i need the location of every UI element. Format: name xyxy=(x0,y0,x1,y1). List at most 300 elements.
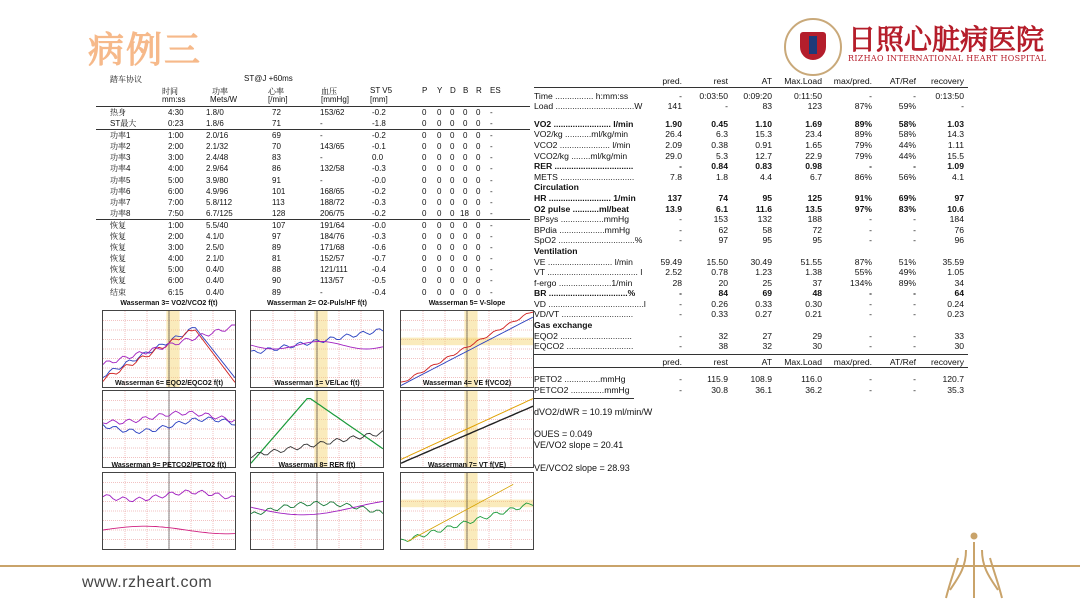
summary-row xyxy=(534,140,968,151)
summary-row xyxy=(534,225,968,236)
row-value: - xyxy=(679,90,682,101)
table-row xyxy=(96,118,530,129)
table-cell: 0 xyxy=(450,164,455,174)
table-cell: 6.7/125 xyxy=(206,208,233,218)
row-value: 25 xyxy=(762,277,772,288)
table-cell: 0 xyxy=(422,142,427,152)
table-cell: 6:00 xyxy=(168,186,184,196)
row-value: 29 xyxy=(812,330,822,341)
row-value: - xyxy=(913,288,916,299)
table-cell: - xyxy=(490,254,493,264)
col2-at: AT xyxy=(761,356,772,367)
table-cell: 0 xyxy=(422,276,427,286)
table-cell: 0 xyxy=(476,232,481,242)
table-cell: 0 xyxy=(437,142,442,152)
table-cell: 0 xyxy=(437,276,442,286)
table-cell: 1:00 xyxy=(168,131,184,141)
table-cell: -0.3 xyxy=(372,232,386,242)
table-cell: 0 xyxy=(437,208,442,218)
table-cell: 0 xyxy=(450,287,455,297)
table-cell: 0 xyxy=(476,108,481,117)
summary-row xyxy=(534,341,968,352)
table-cell: 0 xyxy=(437,153,442,163)
table-cell: 恢复 xyxy=(110,276,126,286)
row-value: 2.09 xyxy=(665,139,682,150)
table-cell: 恢复 xyxy=(110,243,126,253)
summary-row xyxy=(534,91,968,102)
row-label: BPdia ...................mmHg xyxy=(534,224,630,235)
table-cell: - xyxy=(490,142,493,152)
table-cell: 0 xyxy=(450,220,455,230)
summary-row xyxy=(534,101,968,112)
row-value: 125 xyxy=(807,192,822,203)
row-value: - xyxy=(869,374,872,385)
table-cell: -0.0 xyxy=(372,220,386,230)
row-value: 56% xyxy=(898,171,916,182)
table-cell: -0.4 xyxy=(372,265,386,275)
row-value: - xyxy=(913,330,916,341)
row-label: VD ........................................l xyxy=(534,298,646,309)
row-value: 116.0 xyxy=(801,374,822,385)
row-value: 0:03:50 xyxy=(699,90,728,101)
table-cell: 4.1/0 xyxy=(206,232,224,242)
row-value: 0.33 xyxy=(711,309,728,320)
chart-title: Wasserman 7= VT f(VE) xyxy=(427,462,507,469)
table-row xyxy=(96,264,530,275)
row-value: 0.84 xyxy=(711,161,728,172)
table-row xyxy=(96,186,530,197)
note-dvo2: dVO2/dWR = 10.19 ml/min/W xyxy=(534,406,653,417)
header-y: Y xyxy=(437,86,443,95)
row-value: 36.2 xyxy=(805,385,822,396)
table-cell: 0 xyxy=(476,175,481,185)
table-cell: 0 xyxy=(450,208,455,218)
row-value: - xyxy=(679,330,682,341)
table-cell: 0 xyxy=(463,175,468,185)
col-maxpred: max/pred. xyxy=(833,76,872,86)
row-value: 1.23 xyxy=(755,267,772,278)
row-value: 0.45 xyxy=(711,118,728,129)
header-es: ES xyxy=(490,86,501,95)
row-value: 97 xyxy=(718,235,728,246)
table-cell: 4:00 xyxy=(168,254,184,264)
table-cell: 0 xyxy=(450,276,455,286)
table-cell: 0 xyxy=(422,265,427,275)
row-value: 89% xyxy=(854,129,872,140)
table-cell: 0 xyxy=(463,164,468,174)
row-label: VO2 ........................ l/min xyxy=(534,118,634,129)
table-cell: - xyxy=(490,197,493,207)
table-cell: 191/64 xyxy=(320,220,345,230)
row-value: 83 xyxy=(762,101,772,112)
row-value: 13.5 xyxy=(805,203,822,214)
table-cell: -0.2 xyxy=(372,208,386,218)
table-cell: 1:00 xyxy=(168,220,184,230)
row-value: - xyxy=(869,309,872,320)
summary-row xyxy=(534,214,968,225)
row-value: 0.91 xyxy=(755,139,772,150)
table-cell: ST最大 xyxy=(110,119,137,129)
table-cell: 0 xyxy=(422,175,427,185)
row-value: 153 xyxy=(713,214,728,225)
row-value: 69 xyxy=(762,288,772,299)
row-value: 15.5 xyxy=(947,150,964,161)
row-value: - xyxy=(913,298,916,309)
row-value: 72 xyxy=(812,224,822,235)
row-label: VO2/kg ...........ml/kg/min xyxy=(534,129,629,140)
row-value: 89% xyxy=(854,118,872,129)
row-value: 79% xyxy=(854,150,872,161)
row-value: 95 xyxy=(762,235,772,246)
table-cell: 0 xyxy=(437,197,442,207)
row-value: 2.52 xyxy=(665,267,682,278)
exercise-protocol-table xyxy=(96,74,530,298)
row-value: 0.26 xyxy=(711,298,728,309)
table-cell: 0 xyxy=(476,186,481,196)
row-value: 20 xyxy=(718,277,728,288)
summary-row xyxy=(534,193,968,204)
row-value: - xyxy=(913,309,916,320)
chart-title: Wasserman 8= RER f(t) xyxy=(278,462,356,469)
table-cell: -0.6 xyxy=(372,243,386,253)
table-body xyxy=(96,107,530,298)
table-cell: 0 xyxy=(476,153,481,163)
col-maxload: Max.Load xyxy=(784,76,822,86)
row-value: 132 xyxy=(757,214,772,225)
summary-row xyxy=(534,151,968,162)
table-cell: - xyxy=(490,164,493,174)
table-cell: 0 xyxy=(437,164,442,174)
row-value: 27 xyxy=(762,330,772,341)
row-value: - xyxy=(913,235,916,246)
wasserman-chart xyxy=(102,310,236,388)
row-value: 0.38 xyxy=(711,139,728,150)
row-label: EQO2 .............................. xyxy=(534,330,632,341)
table-cell: 0 xyxy=(476,220,481,230)
header-st-unit: [mm] xyxy=(370,95,388,104)
row-value: - xyxy=(869,90,872,101)
table-cell: 0 xyxy=(463,254,468,264)
table-row xyxy=(96,197,530,208)
header-bp: 血压 xyxy=(321,87,337,96)
table-cell: 4:30 xyxy=(168,108,184,117)
table-header xyxy=(96,84,530,107)
table-cell: - xyxy=(490,186,493,196)
table-cell: 0 xyxy=(450,232,455,242)
table-cell: 0 xyxy=(437,243,442,253)
slide-title: 病例三 xyxy=(88,30,203,71)
row-value: 35.59 xyxy=(942,256,964,267)
row-value: 26.4 xyxy=(665,129,682,140)
table-cell: 0 xyxy=(450,254,455,264)
row-value: - xyxy=(913,161,916,172)
table-cell: 0 xyxy=(476,265,481,275)
table-cell: 72 xyxy=(272,108,281,117)
table-cell: -0.7 xyxy=(372,254,386,264)
table-cell: 恢复 xyxy=(110,232,126,242)
row-value: 184 xyxy=(949,214,964,225)
row-value: 0:11:50 xyxy=(793,90,822,101)
row-value: - xyxy=(913,214,916,225)
row-value: 37 xyxy=(812,277,822,288)
table-cell: 69 xyxy=(272,131,281,141)
table-cell: 171/68 xyxy=(320,243,345,253)
table-cell: 0 xyxy=(422,131,427,141)
row-value: 141 xyxy=(667,101,682,112)
table-cell: 0 xyxy=(476,119,481,129)
table-cell: 5.5/40 xyxy=(206,220,229,230)
row-value: 4.1 xyxy=(952,171,964,182)
table-cell: 0 xyxy=(422,220,427,230)
table-cell: 2.9/64 xyxy=(206,164,229,174)
row-value: 1.90 xyxy=(665,118,682,129)
row-value: - xyxy=(679,288,682,299)
table-cell: 0 xyxy=(450,243,455,253)
summary-row xyxy=(534,278,968,289)
row-value: 0.98 xyxy=(805,161,822,172)
table-cell: 功率6 xyxy=(110,186,131,196)
wasserman-chart xyxy=(400,390,534,468)
table-cell: 功率1 xyxy=(110,131,131,141)
table-cell: 143/65 xyxy=(320,142,345,152)
row-value: 12.7 xyxy=(755,150,772,161)
row-label: EQCO2 ............................ xyxy=(534,341,634,352)
table-cell: 121/111 xyxy=(320,265,348,275)
chart-title: Wasserman 4= VE f(VCO2) xyxy=(422,380,512,387)
row-value: 115.9 xyxy=(707,374,728,385)
chart-title: Wasserman 5= V-Slope xyxy=(428,300,506,307)
table-cell: 71 xyxy=(272,119,281,129)
table-cell: 0 xyxy=(422,208,427,218)
row-value: - xyxy=(913,385,916,396)
summary-row xyxy=(534,112,968,119)
row-value: 0.78 xyxy=(711,267,728,278)
row-value: - xyxy=(679,214,682,225)
row-value: 30.49 xyxy=(750,256,772,267)
table-cell: - xyxy=(490,119,493,129)
table-cell: 0 xyxy=(422,243,427,253)
table-cell: - xyxy=(490,232,493,242)
row-value: 0.27 xyxy=(755,309,772,320)
row-value: 44% xyxy=(898,139,916,150)
row-value: - xyxy=(679,341,682,352)
table-cell: - xyxy=(490,175,493,185)
table-row xyxy=(96,152,530,163)
table-cell: 功率2 xyxy=(110,142,131,152)
table-cell: 0 xyxy=(437,220,442,230)
row-value: 0.24 xyxy=(947,298,964,309)
table-cell: - xyxy=(320,175,323,185)
table-cell: 128 xyxy=(272,208,286,218)
row-value: 6.1 xyxy=(716,203,728,214)
table-cell: 0 xyxy=(463,232,468,242)
table-cell: 5:00 xyxy=(168,265,184,275)
table-cell: 0 xyxy=(450,108,455,117)
header-time: 时间 xyxy=(162,87,178,96)
table-cell: -0.3 xyxy=(372,164,386,174)
table-cell: - xyxy=(490,287,493,297)
row-value: 1.38 xyxy=(805,267,822,278)
row-value: 55% xyxy=(854,267,872,278)
row-value: 38 xyxy=(718,341,728,352)
summary-row xyxy=(534,331,968,342)
chart-title: Wasserman 3= VO2/VCO2 f(t) xyxy=(120,300,218,307)
row-value: - xyxy=(679,374,682,385)
row-value: 97 xyxy=(954,192,964,203)
table-cell: 0 xyxy=(437,108,442,117)
summary-row xyxy=(534,267,968,278)
summary-row xyxy=(534,299,968,310)
table-cell: 0 xyxy=(463,142,468,152)
row-value: 0:09:20 xyxy=(743,90,772,101)
table-cell: 3.9/80 xyxy=(206,175,229,185)
row-label: O2 pulse ...........ml/beat xyxy=(534,203,630,214)
table-cell: 0 xyxy=(463,265,468,275)
table-cell: 功率4 xyxy=(110,164,131,174)
st-note: ST@J +60ms xyxy=(244,74,293,83)
summary-row xyxy=(534,309,968,320)
table-cell: 0 xyxy=(437,265,442,275)
table-cell: 0 xyxy=(437,254,442,264)
row-value: 49% xyxy=(898,267,916,278)
row-label: HR .......................... 1/min xyxy=(534,192,636,203)
header-work: 功率 xyxy=(212,87,228,96)
table-row xyxy=(96,175,530,186)
table-cell: 0 xyxy=(422,119,427,129)
table-cell: 0 xyxy=(422,197,427,207)
table-cell: -1.8 xyxy=(372,119,386,129)
table-cell: 0:23 xyxy=(168,119,184,129)
row-value: 89% xyxy=(898,277,916,288)
row-value: 30.8 xyxy=(711,385,728,396)
row-value: 137 xyxy=(667,192,682,203)
table-row xyxy=(96,231,530,242)
wasserman-chart xyxy=(400,310,534,388)
summary-row xyxy=(534,172,968,183)
row-value: 108.9 xyxy=(750,374,772,385)
table-cell: 113/57 xyxy=(320,276,344,286)
table-cell: 0 xyxy=(476,142,481,152)
table-cell: -0.2 xyxy=(372,108,386,117)
table-cell: 0 xyxy=(450,175,455,185)
row-value: 120.7 xyxy=(942,374,964,385)
header-p: P xyxy=(422,86,428,95)
row-value: 13.9 xyxy=(665,203,682,214)
row-value: - xyxy=(679,385,682,396)
wasserman-chart xyxy=(250,310,384,388)
col-atref: AT/Ref xyxy=(889,76,916,86)
table-cell: 7:50 xyxy=(168,208,184,218)
table-cell: 70 xyxy=(272,142,281,152)
table-cell: - xyxy=(490,265,493,275)
row-value: 96 xyxy=(954,235,964,246)
row-label: METS ............................... xyxy=(534,171,635,182)
row-value: 58% xyxy=(898,118,916,129)
table-cell: 88 xyxy=(272,265,281,275)
table-cell: - xyxy=(320,119,323,129)
table-cell: 7:00 xyxy=(168,197,184,207)
hospital-name-en: RIZHAO INTERNATIONAL HEART HOSPITAL xyxy=(848,54,1047,63)
row-value: 0.83 xyxy=(755,161,772,172)
row-label: VD/VT .............................. xyxy=(534,309,634,320)
table-cell: 0 xyxy=(437,186,442,196)
wasserman-chart xyxy=(250,472,384,550)
row-value: 59.49 xyxy=(660,256,682,267)
row-value: 6.7 xyxy=(810,171,822,182)
row-value: 34 xyxy=(954,277,964,288)
table-row xyxy=(96,107,530,118)
table-cell: 0 xyxy=(463,131,468,141)
table-cell: 2.1/32 xyxy=(206,142,229,152)
summary-row xyxy=(534,257,968,268)
table-cell: 热身 xyxy=(110,108,126,117)
table-cell: - xyxy=(490,276,493,286)
table-cell: 5.8/112 xyxy=(206,197,233,207)
row-value: - xyxy=(869,224,872,235)
row-label: PETO2 ...............mmHg xyxy=(534,374,626,385)
row-value: 91% xyxy=(854,192,872,203)
table-row xyxy=(96,219,530,231)
table-cell: 0 xyxy=(476,164,481,174)
table-cell: 3:00 xyxy=(168,243,184,253)
row-label: Circulation xyxy=(534,182,579,193)
table-cell: 1.8/0 xyxy=(206,108,224,117)
table-cell: -0.5 xyxy=(372,276,386,286)
table-cell: 168/65 xyxy=(320,186,345,196)
row-value: - xyxy=(725,101,728,112)
row-value: 36.1 xyxy=(755,385,772,396)
table-cell: 0 xyxy=(422,287,427,297)
summary-row xyxy=(534,119,968,130)
row-label: Ventilation xyxy=(534,245,578,256)
table-cell: 0 xyxy=(476,243,481,253)
header-time-unit: mm:ss xyxy=(162,95,186,104)
table-cell: 113 xyxy=(272,197,285,207)
table-cell: 0.4/0 xyxy=(206,287,224,297)
row-value: - xyxy=(913,374,916,385)
table-row xyxy=(96,275,530,286)
table-cell: 1.8/6 xyxy=(206,119,224,129)
summary-row xyxy=(534,204,968,215)
row-value: - xyxy=(913,224,916,235)
table-cell: 5:00 xyxy=(168,175,184,185)
table-cell: 0 xyxy=(450,197,455,207)
row-label: BPsys ..................mmHg xyxy=(534,214,630,225)
table-cell: 0 xyxy=(476,276,481,286)
wasserman-chart xyxy=(250,390,384,468)
table-cell: - xyxy=(320,287,323,297)
chart-title: Wasserman 2= O2-Puls/HF f(t) xyxy=(267,300,367,307)
row-label: VE ........................... l/min xyxy=(534,256,633,267)
table-cell: -0.1 xyxy=(372,142,386,152)
table-cell: 0 xyxy=(422,153,427,163)
table-cell: -0.2 xyxy=(372,186,386,196)
row-value: 0.21 xyxy=(805,309,822,320)
row-label: Time ................ h:mm:ss xyxy=(534,90,629,101)
table-row xyxy=(96,163,530,174)
table-cell: 0 xyxy=(450,142,455,152)
row-label: Gas exchange xyxy=(534,320,593,331)
col2-recovery: recovery xyxy=(931,356,964,367)
summary-header xyxy=(534,76,968,87)
row-value: 79% xyxy=(854,139,872,150)
table-cell: 0 xyxy=(450,153,455,163)
table-cell: 188/72 xyxy=(320,197,345,207)
table-cell: 0 xyxy=(437,131,442,141)
table-cell: 97 xyxy=(272,232,281,242)
row-value: 23.4 xyxy=(805,129,822,140)
table-cell: 功率5 xyxy=(110,175,131,185)
